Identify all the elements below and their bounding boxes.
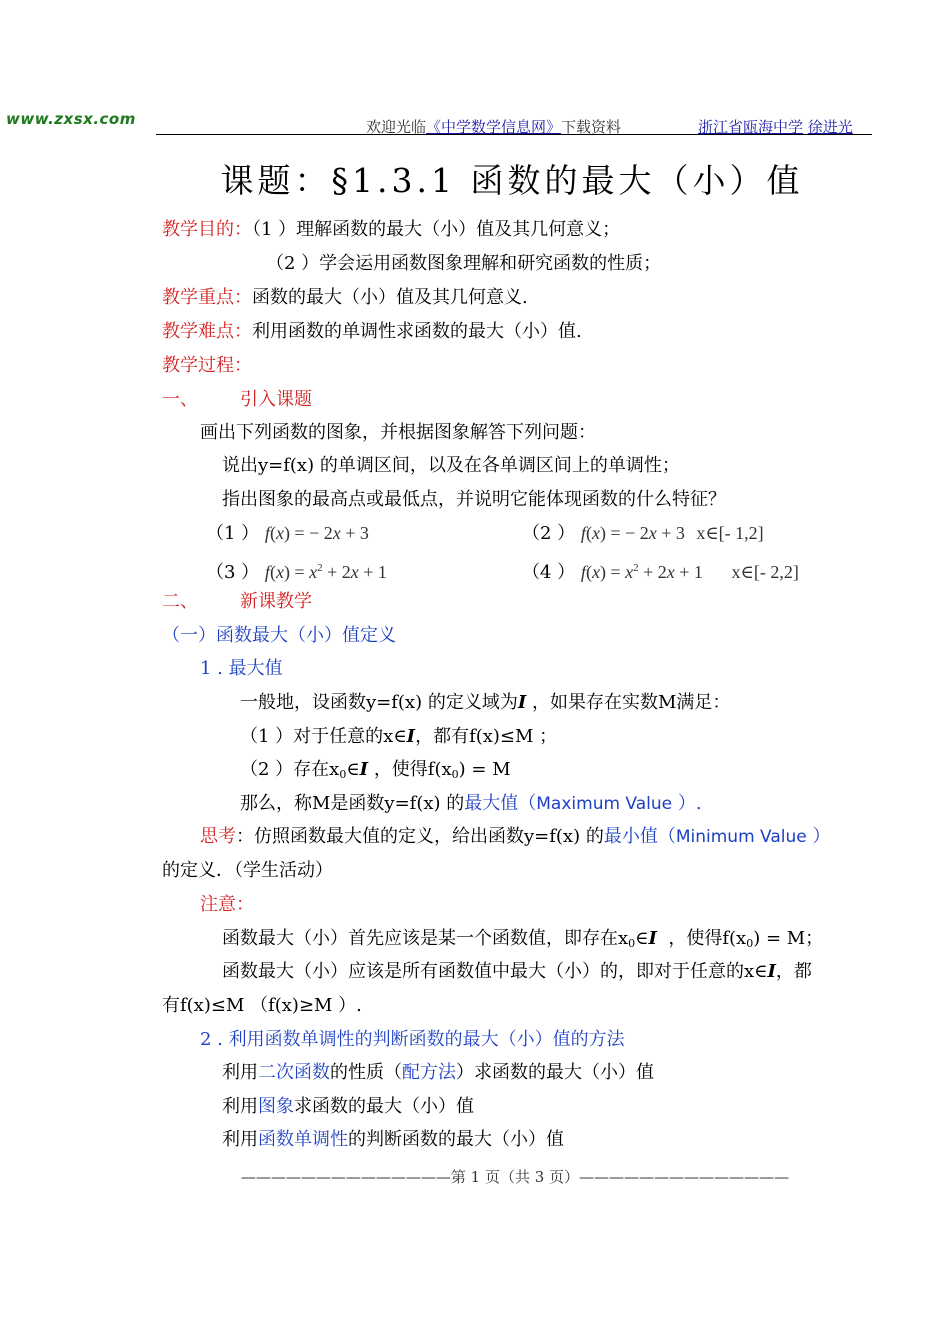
section1-question-2: 指出图象的最高点或最低点，并说明它能体现函数的什么特征？ <box>222 489 726 510</box>
function-1: （1 ） f(x) = − 2x + 3 <box>206 523 369 544</box>
formula-4: $f(x) = x^2 + 2x + 1$ <box>580 562 703 582</box>
site-link[interactable]: 《中学数学信息网》 <box>426 118 562 136</box>
definition-intro: 一般地，设函数y=f(x) 的定义域为I ，如果存在实数M满足： <box>240 692 731 713</box>
author-link[interactable]: 徐进光 <box>807 118 853 136</box>
site-logo[interactable]: www.zxsx.com <box>6 110 136 128</box>
section2-sub1: （一）函数最大（小）值定义 <box>162 625 396 646</box>
definition-conclusion: 那么，称M是函数y=f(x) 的最大值（Maximum Value ）. <box>240 793 702 814</box>
objectives-line-2: （2 ）学会运用函数图象理解和研究函数的性质； <box>266 253 662 274</box>
method-heading: 2 . 利用函数单调性的判断函数的最大（小）值的方法 <box>200 1029 625 1050</box>
section1-num: 一、 <box>162 389 198 410</box>
think-prompt: 思考：仿照函数最大值的定义，给出函数y=f(x) 的最小值（Minimum Value ） <box>200 826 831 847</box>
section1-intro: 画出下列函数的图象，并根据图象解答下列问题： <box>200 422 596 443</box>
objectives-line-1: 教学目的：（1 ）理解函数的最大（小）值及其几何意义； <box>162 219 621 240</box>
method-1: 利用二次函数的性质（配方法）求函数的最大（小）值 <box>222 1062 654 1083</box>
condition-2: （2 ）存在$x_0\in I$ ，使得$f(x_0) = M$ <box>240 759 511 781</box>
function-4: （4 ） $f(x) = x^2 + 2x + 1$ x∈[- 2,2] <box>522 562 799 583</box>
difficulty: 教学难点：利用函数的单调性求函数的最大（小）值. <box>162 321 582 342</box>
think-continuation: 的定义．（学生活动） <box>162 860 333 881</box>
function-3: （3 ） $f(x) = x^2 + 2x + 1$ <box>206 562 387 583</box>
note-1: 函数最大（小）首先应该是某一个函数值，即存在$x_0\in I$ ，使得$f(x_0) = M$； <box>222 928 824 950</box>
header-divider <box>156 134 872 135</box>
formula-1: f(x) = − 2x + 3 <box>264 523 369 543</box>
method-3: 利用函数单调性的判断函数的最大（小）值 <box>222 1129 564 1150</box>
header-welcome: 欢迎光临《中学数学信息网》下载资料 <box>366 118 622 136</box>
section2-title: 新课教学 <box>240 591 312 612</box>
process-label: 教学过程： <box>162 355 252 376</box>
function-2: （2 ） f(x) = − 2x + 3 x∈[- 1,2] <box>522 523 764 544</box>
page-footer: ——————————————第 1 页（共 3 页）—————————————— <box>240 1168 790 1186</box>
formula-2: f(x) = − 2x + 3 <box>580 523 685 543</box>
page-title: 课题：§1.3.1 函数的最大（小）值 <box>220 161 804 200</box>
section1-title: 引入课题 <box>240 389 312 410</box>
method-2: 利用图象求函数的最大（小）值 <box>222 1096 474 1117</box>
definition-heading: 1 . 最大值 <box>200 658 283 679</box>
note-2: 函数最大（小）应该是所有函数值中最大（小）的，即对于任意的x∈I，都 <box>222 961 812 982</box>
school-link[interactable]: 浙江省瓯海中学 <box>698 118 804 136</box>
note-label: 注意： <box>200 894 254 915</box>
section1-question-1: 说出y=f(x) 的单调区间，以及在各单调区间上的单调性； <box>222 455 680 476</box>
section2-num: 二、 <box>162 591 198 612</box>
note-2-continuation: 有f(x)≤M （f(x)≥M ）. <box>162 995 362 1016</box>
key-point: 教学重点：函数的最大（小）值及其几何意义. <box>162 287 528 308</box>
formula-3: $f(x) = x^2 + 2x + 1$ <box>264 562 387 582</box>
condition-1: （1 ）对于任意的x∈I，都有f(x)≤M ； <box>240 726 558 747</box>
